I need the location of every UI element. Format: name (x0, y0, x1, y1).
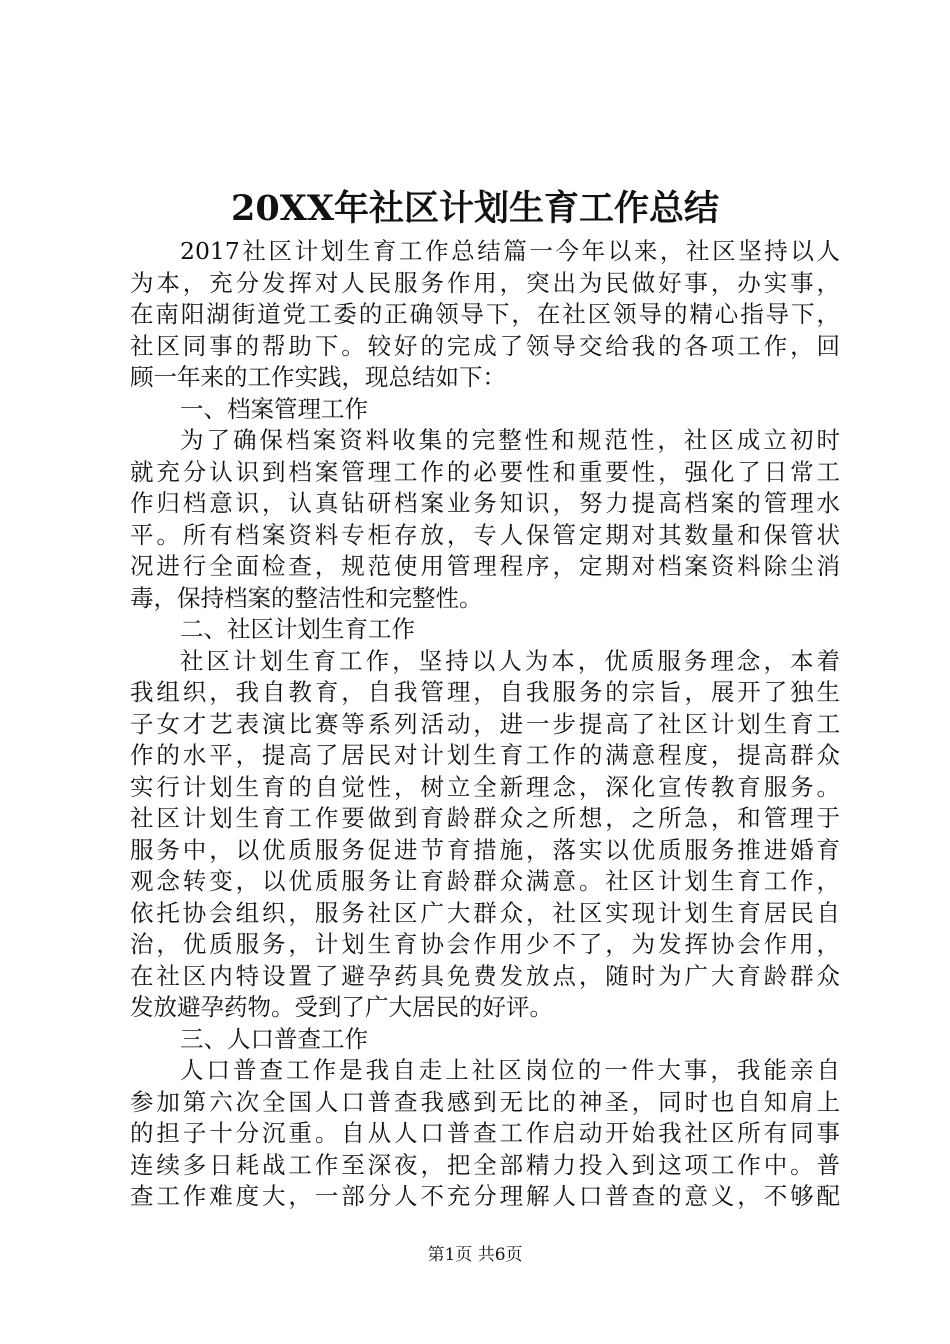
text-line: 发放避孕药物。受到了广大居民的好评。 (130, 993, 553, 1021)
text-line: 为本，充分发挥对人民服务作用，突出为民做好事，办实事， (130, 268, 840, 297)
text-line: 作的水平，提高了居民对计划生育工作的满意程度，提高群众 (130, 741, 840, 769)
text-line: 为了确保档案资料收集的完整性和规范性，社区成立初时 (180, 426, 840, 454)
section-heading: 一、档案管理工作 (180, 394, 368, 423)
text-line: 治，优质服务，计划生育协会作用少不了，为发挥协会作用， (130, 930, 840, 958)
text-line: 在南阳湖街道党工委的正确领导下，在社区领导的精心指导下， (130, 300, 840, 328)
text-line: 子女才艺表演比赛等系列活动，进一步提高了社区计划生育工 (130, 709, 840, 738)
text-line: 的担子十分沉重。自从人口普查工作启动开始我社区所有同事 (130, 1119, 840, 1147)
text-line: 况进行全面检查，规范使用管理程序，定期对档案资料除尘消 (130, 552, 840, 580)
text-line: 就充分认识到档案管理工作的必要性和重要性，强化了日常工 (130, 457, 840, 486)
text-line: 顾一年来的工作实践，现总结如下： (130, 363, 506, 391)
text-line: 我组织，我自教育，自我管理，自我服务的宗旨，展开了独生 (130, 678, 840, 706)
page-title: 20XX年社区计划生育工作总结 (230, 188, 720, 229)
section-heading: 三、人口普查工作 (180, 1024, 368, 1053)
text-line: 平。所有档案资料专柜存放，专人保管定期对其数量和保管状 (130, 520, 840, 549)
text-line: 2017社区计划生育工作总结篇一今年以来，社区坚持以人 (180, 237, 840, 265)
text-line: 服务中，以优质服务促进节育措施，落实以优质服务推进婚育 (130, 835, 840, 864)
page-number-footer: 第1页 共6页 (427, 1245, 523, 1265)
text-line: 社区同事的帮助下。较好的完成了领导交给我的各项工作，回 (130, 331, 840, 360)
text-line: 参加第六次全国人口普查我感到无比的神圣，同时也自知肩上 (130, 1087, 840, 1116)
text-line: 社区计划生育工作要做到育龄群众之所想，之所急，和管理于 (130, 804, 840, 832)
text-line: 实行计划生育的自觉性，树立全新理念，深化宣传教育服务。 (130, 772, 840, 801)
text-line: 毒，保持档案的整洁性和完整性。 (130, 583, 483, 612)
text-line: 依托协会组织，服务社区广大群众，社区实现计划生育居民自 (130, 898, 840, 927)
text-line: 人口普查工作是我自走上社区岗位的一件大事，我能亲自 (180, 1056, 840, 1084)
text-line: 作归档意识，认真钻研档案业务知识，努力提高档案的管理水 (130, 489, 840, 517)
text-line: 查工作难度大，一部分人不充分理解人口普查的意义，不够配 (130, 1182, 840, 1210)
text-line: 社区计划生育工作，坚持以人为本，优质服务理念，本着 (180, 646, 840, 675)
text-line: 连续多日耗战工作至深夜，把全部精力投入到这项工作中。普 (130, 1150, 840, 1179)
section-heading: 二、社区计划生育工作 (180, 615, 415, 643)
text-line: 观念转变，以优质服务让育龄群众满意。社区计划生育工作， (130, 867, 840, 895)
text-line: 在社区内特设置了避孕药具免费发放点，随时为广大育龄群众 (130, 961, 840, 990)
document-body (130, 236, 840, 1213)
